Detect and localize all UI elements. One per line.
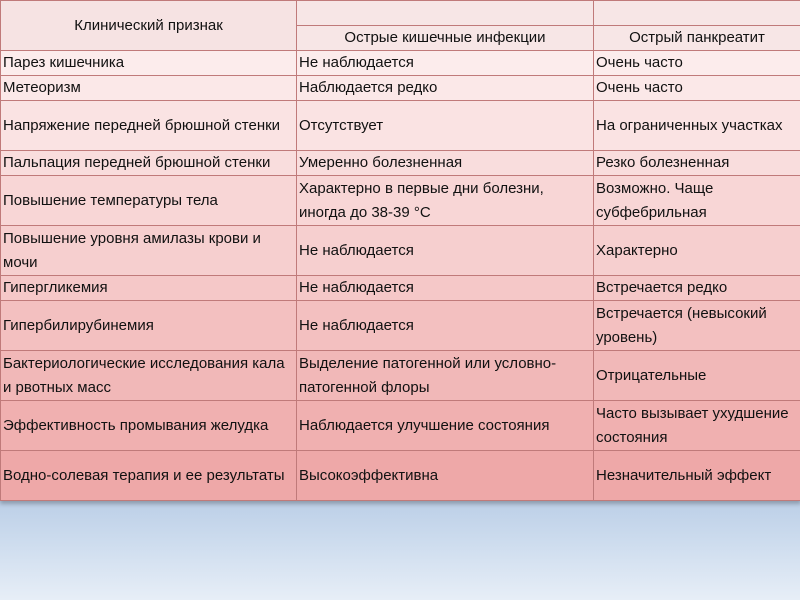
table-row [1, 451, 800, 501]
slide-background-bottom [0, 495, 800, 600]
pancreatitis-cell: Встречается редко [594, 276, 800, 301]
sign-cell: Гипергликемия [1, 276, 297, 301]
sign-cell: Гипербилирубинемия [1, 301, 297, 351]
pancreatitis-cell: Очень часто [594, 76, 800, 101]
header-clinical-sign: Клинический признак [1, 1, 297, 51]
table-row [1, 301, 800, 351]
pancreatitis-cell: Часто вызывает ухудшение состояния [594, 401, 800, 451]
infection-cell: Наблюдается улучшение состояния [297, 401, 594, 451]
pancreatitis-cell: Отрицательные [594, 351, 800, 401]
infection-cell: Отсутствует [297, 101, 594, 151]
table-row [1, 226, 800, 276]
infection-cell: Наблюдается редко [297, 76, 594, 101]
sign-cell: Водно-солевая терапия и ее результаты [1, 451, 297, 501]
table-row [1, 176, 800, 226]
table-row [1, 101, 800, 151]
sign-cell: Эффективность промывания желудка [1, 401, 297, 451]
pancreatitis-cell: На ограниченных участках [594, 101, 800, 151]
header-row-top [1, 1, 800, 26]
infection-cell: Характерно в первые дни болезни, иногда до 38-39 °С [297, 176, 594, 226]
table-row [1, 276, 800, 301]
sign-cell: Пальпация передней брюшной стенки [1, 151, 297, 176]
header-intestinal-infections: Острые кишечные инфекции [297, 26, 594, 51]
infection-cell: Не наблюдается [297, 276, 594, 301]
sign-cell: Повышение уровня амилазы крови и мочи [1, 226, 297, 276]
table-row [1, 151, 800, 176]
sign-cell: Напряжение передней брюшной стенки [1, 101, 297, 151]
header-pancreatitis: Острый панкреатит [594, 26, 800, 51]
pancreatitis-cell: Резко болезненная [594, 151, 800, 176]
table-row [1, 76, 800, 101]
sign-cell: Бактериологические исследования кала и рвотных масс [1, 351, 297, 401]
infection-cell: Не наблюдается [297, 301, 594, 351]
table-row [1, 51, 800, 76]
pancreatitis-cell: Встречается (невысокий уровень) [594, 301, 800, 351]
header-blank-cell [594, 1, 800, 26]
pancreatitis-cell: Очень часто [594, 51, 800, 76]
infection-cell: Не наблюдается [297, 226, 594, 276]
sign-cell: Повышение температуры тела [1, 176, 297, 226]
sign-cell: Метеоризм [1, 76, 297, 101]
infection-cell: Не наблюдается [297, 51, 594, 76]
table-row [1, 351, 800, 401]
pancreatitis-cell: Возможно. Чаще субфебрильная [594, 176, 800, 226]
infection-cell: Выделение патогенной или условно-патогенной флоры [297, 351, 594, 401]
infection-cell: Умеренно болезненная [297, 151, 594, 176]
infection-cell: Высокоэффективна [297, 451, 594, 501]
table-row [1, 401, 800, 451]
pancreatitis-cell: Характерно [594, 226, 800, 276]
header-blank-cell [297, 1, 594, 26]
sign-cell: Парез кишечника [1, 51, 297, 76]
pancreatitis-cell: Незначительный эффект [594, 451, 800, 501]
